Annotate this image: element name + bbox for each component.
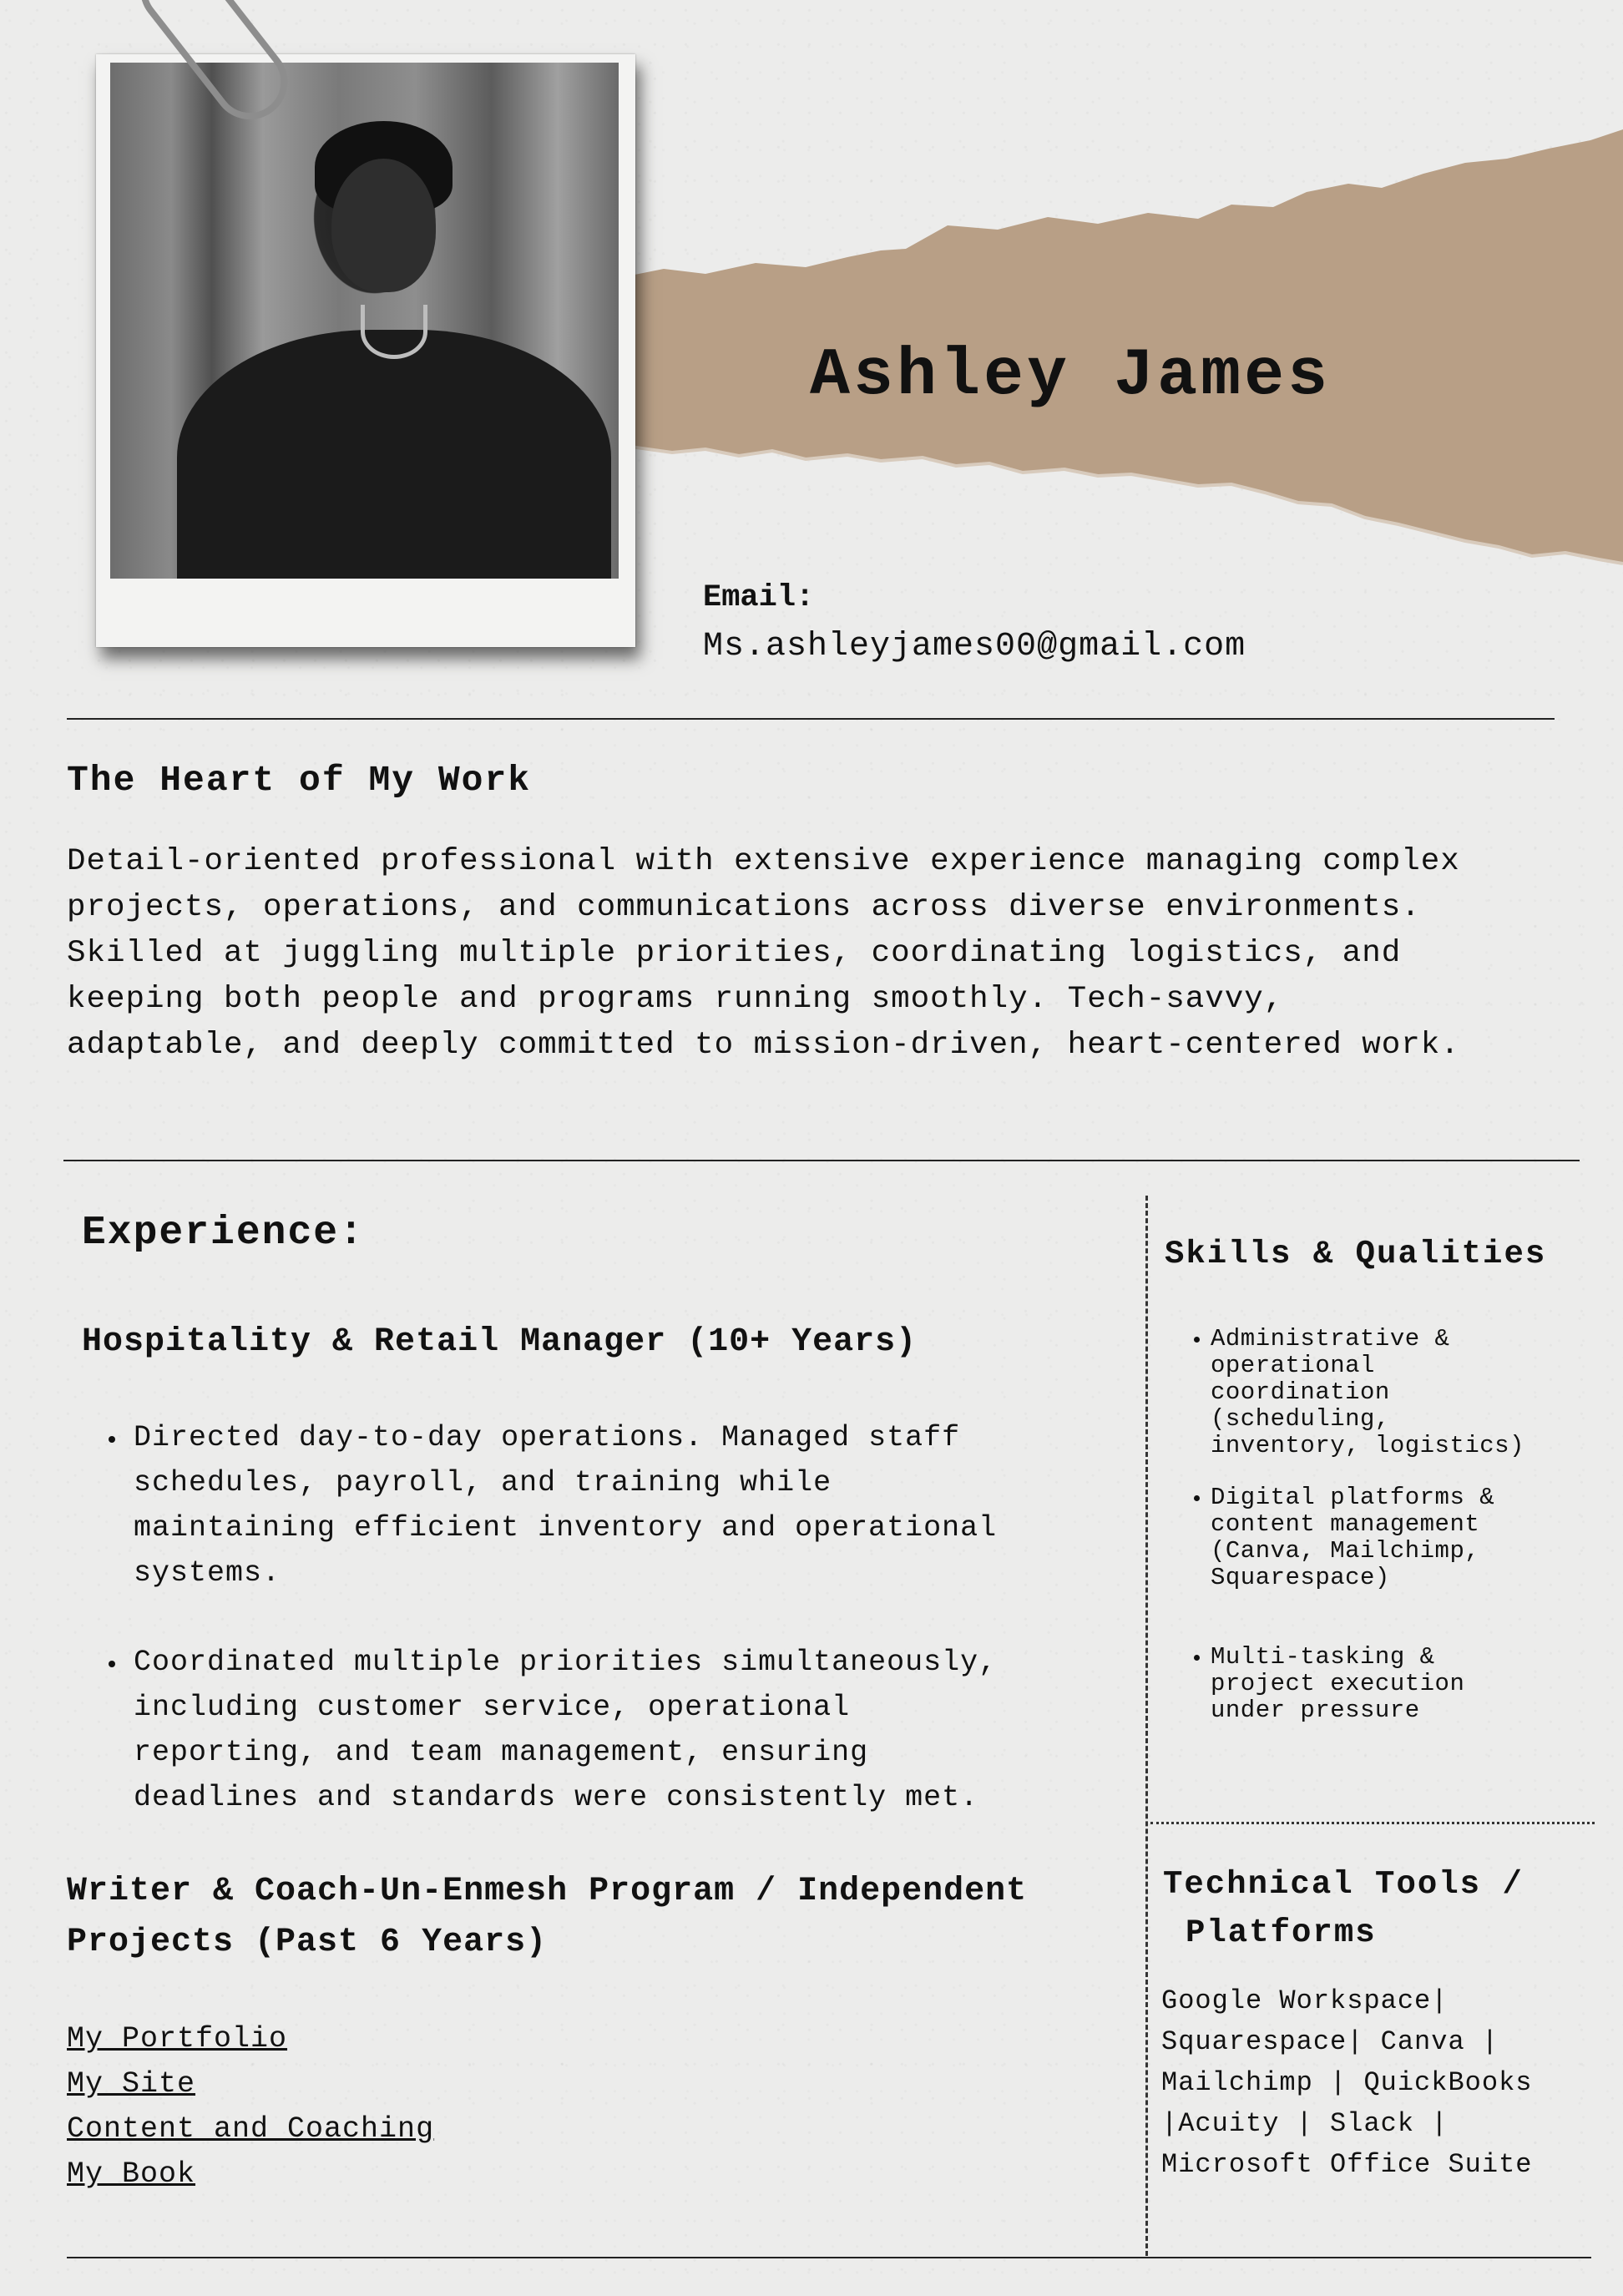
summary-line: Detail-oriented professional with extensive experience managing complex xyxy=(67,844,1460,879)
tools-heading-line: Platforms xyxy=(1186,1914,1377,1951)
skill-line: Digital platforms & xyxy=(1211,1484,1495,1511)
skill-line: operational xyxy=(1211,1352,1375,1379)
tools-line: Mailchimp | QuickBooks xyxy=(1161,2067,1533,2098)
skill-item xyxy=(1194,1484,1595,1591)
skill-line: project execution xyxy=(1211,1670,1465,1697)
portfolio-links xyxy=(67,2016,434,2197)
divider-middle xyxy=(63,1160,1580,1161)
summary-line: Skilled at juggling multiple priorities, coordinating logistics, and xyxy=(67,936,1402,971)
skill-line: (Canva, Mailchimp, xyxy=(1211,1537,1480,1565)
job-bullet-line: deadlines and standards were consistently met. xyxy=(134,1781,979,1814)
link-my-site[interactable]: My Site xyxy=(67,2067,196,2101)
profile-photo-frame xyxy=(96,54,635,647)
skill-line: under pressure xyxy=(1211,1697,1420,1724)
sidebar-divider xyxy=(1150,1822,1595,1824)
job-title: Hospitality & Retail Manager (10+ Years) xyxy=(82,1323,918,1361)
photo-body-shape xyxy=(177,330,611,579)
experience-heading: Experience: xyxy=(82,1211,365,1256)
job-title-line: Writer & Coach-Un-Enmesh Program / Independent xyxy=(67,1873,1028,1910)
tools-list xyxy=(1161,1980,1604,2185)
tools-line: Microsoft Office Suite xyxy=(1161,2149,1533,2180)
skill-line: Multi-tasking & xyxy=(1211,1643,1435,1671)
link-my-book[interactable]: My Book xyxy=(67,2157,196,2191)
summary-line: keeping both people and programs running smoothly. Tech-savvy, xyxy=(67,982,1284,1017)
skill-line: inventory, logistics) xyxy=(1211,1432,1524,1459)
job-bullet xyxy=(109,1640,1069,1820)
job-bullet-line: systems. xyxy=(134,1556,281,1590)
job-bullet-line: Directed day-to-day operations. Managed staff xyxy=(134,1421,961,1454)
divider-bottom xyxy=(67,2257,1591,2258)
job-title-line: Projects (Past 6 Years) xyxy=(67,1924,548,1961)
link-content-and-coaching[interactable]: Content and Coaching xyxy=(67,2112,435,2146)
tools-line: Google Workspace| xyxy=(1161,1985,1449,2016)
resume-name: Ashley James xyxy=(810,338,1332,414)
summary-line: projects, operations, and communications across diverse environments. xyxy=(67,890,1421,925)
skill-line: Squarespace) xyxy=(1211,1564,1390,1591)
tools-line: Squarespace| Canva | xyxy=(1161,2026,1499,2057)
email-label: Email: xyxy=(703,580,815,615)
skill-line: content management xyxy=(1211,1510,1480,1538)
profile-photo xyxy=(110,63,619,579)
email-address[interactable]: Ms.ashleyjames00@gmail.com xyxy=(703,628,1246,665)
divider-top xyxy=(67,718,1555,720)
skills-list xyxy=(1194,1326,1595,1724)
job-bullet-line: Coordinated multiple priorities simultaneously, xyxy=(134,1646,998,1679)
skill-line: (scheduling, xyxy=(1211,1405,1390,1433)
job-bullet-line: reporting, and team management, ensuring xyxy=(134,1736,869,1769)
skills-heading: Skills & Qualities xyxy=(1165,1236,1547,1272)
photo-face-shape xyxy=(331,159,436,292)
job-bullet-line: including customer service, operational xyxy=(134,1691,851,1724)
link-my-portfolio[interactable]: My Portfolio xyxy=(67,2022,288,2056)
photo-necklace-shape xyxy=(361,305,427,359)
skill-item xyxy=(1194,1644,1595,1724)
summary-text xyxy=(67,839,1620,1069)
job-bullet-line: maintaining efficient inventory and operational xyxy=(134,1511,998,1545)
tools-line: |Acuity | Slack | xyxy=(1161,2108,1449,2139)
summary-line: adaptable, and deeply committed to mission-driven, heart-centered work. xyxy=(67,1028,1460,1063)
tools-heading xyxy=(1163,1860,1524,1957)
job-bullet-list xyxy=(109,1415,1069,1864)
skill-line: Administrative & xyxy=(1211,1325,1450,1353)
tools-heading-line: Technical Tools / xyxy=(1163,1866,1524,1903)
job-bullet-line: schedules, payroll, and training while xyxy=(134,1466,832,1499)
job-bullet xyxy=(109,1415,1069,1596)
skill-item xyxy=(1194,1326,1595,1459)
skill-line: coordination xyxy=(1211,1378,1390,1406)
job-title-writer-coach xyxy=(67,1866,1110,1968)
column-divider xyxy=(1145,1196,1148,2256)
summary-heading: The Heart of My Work xyxy=(67,760,532,801)
